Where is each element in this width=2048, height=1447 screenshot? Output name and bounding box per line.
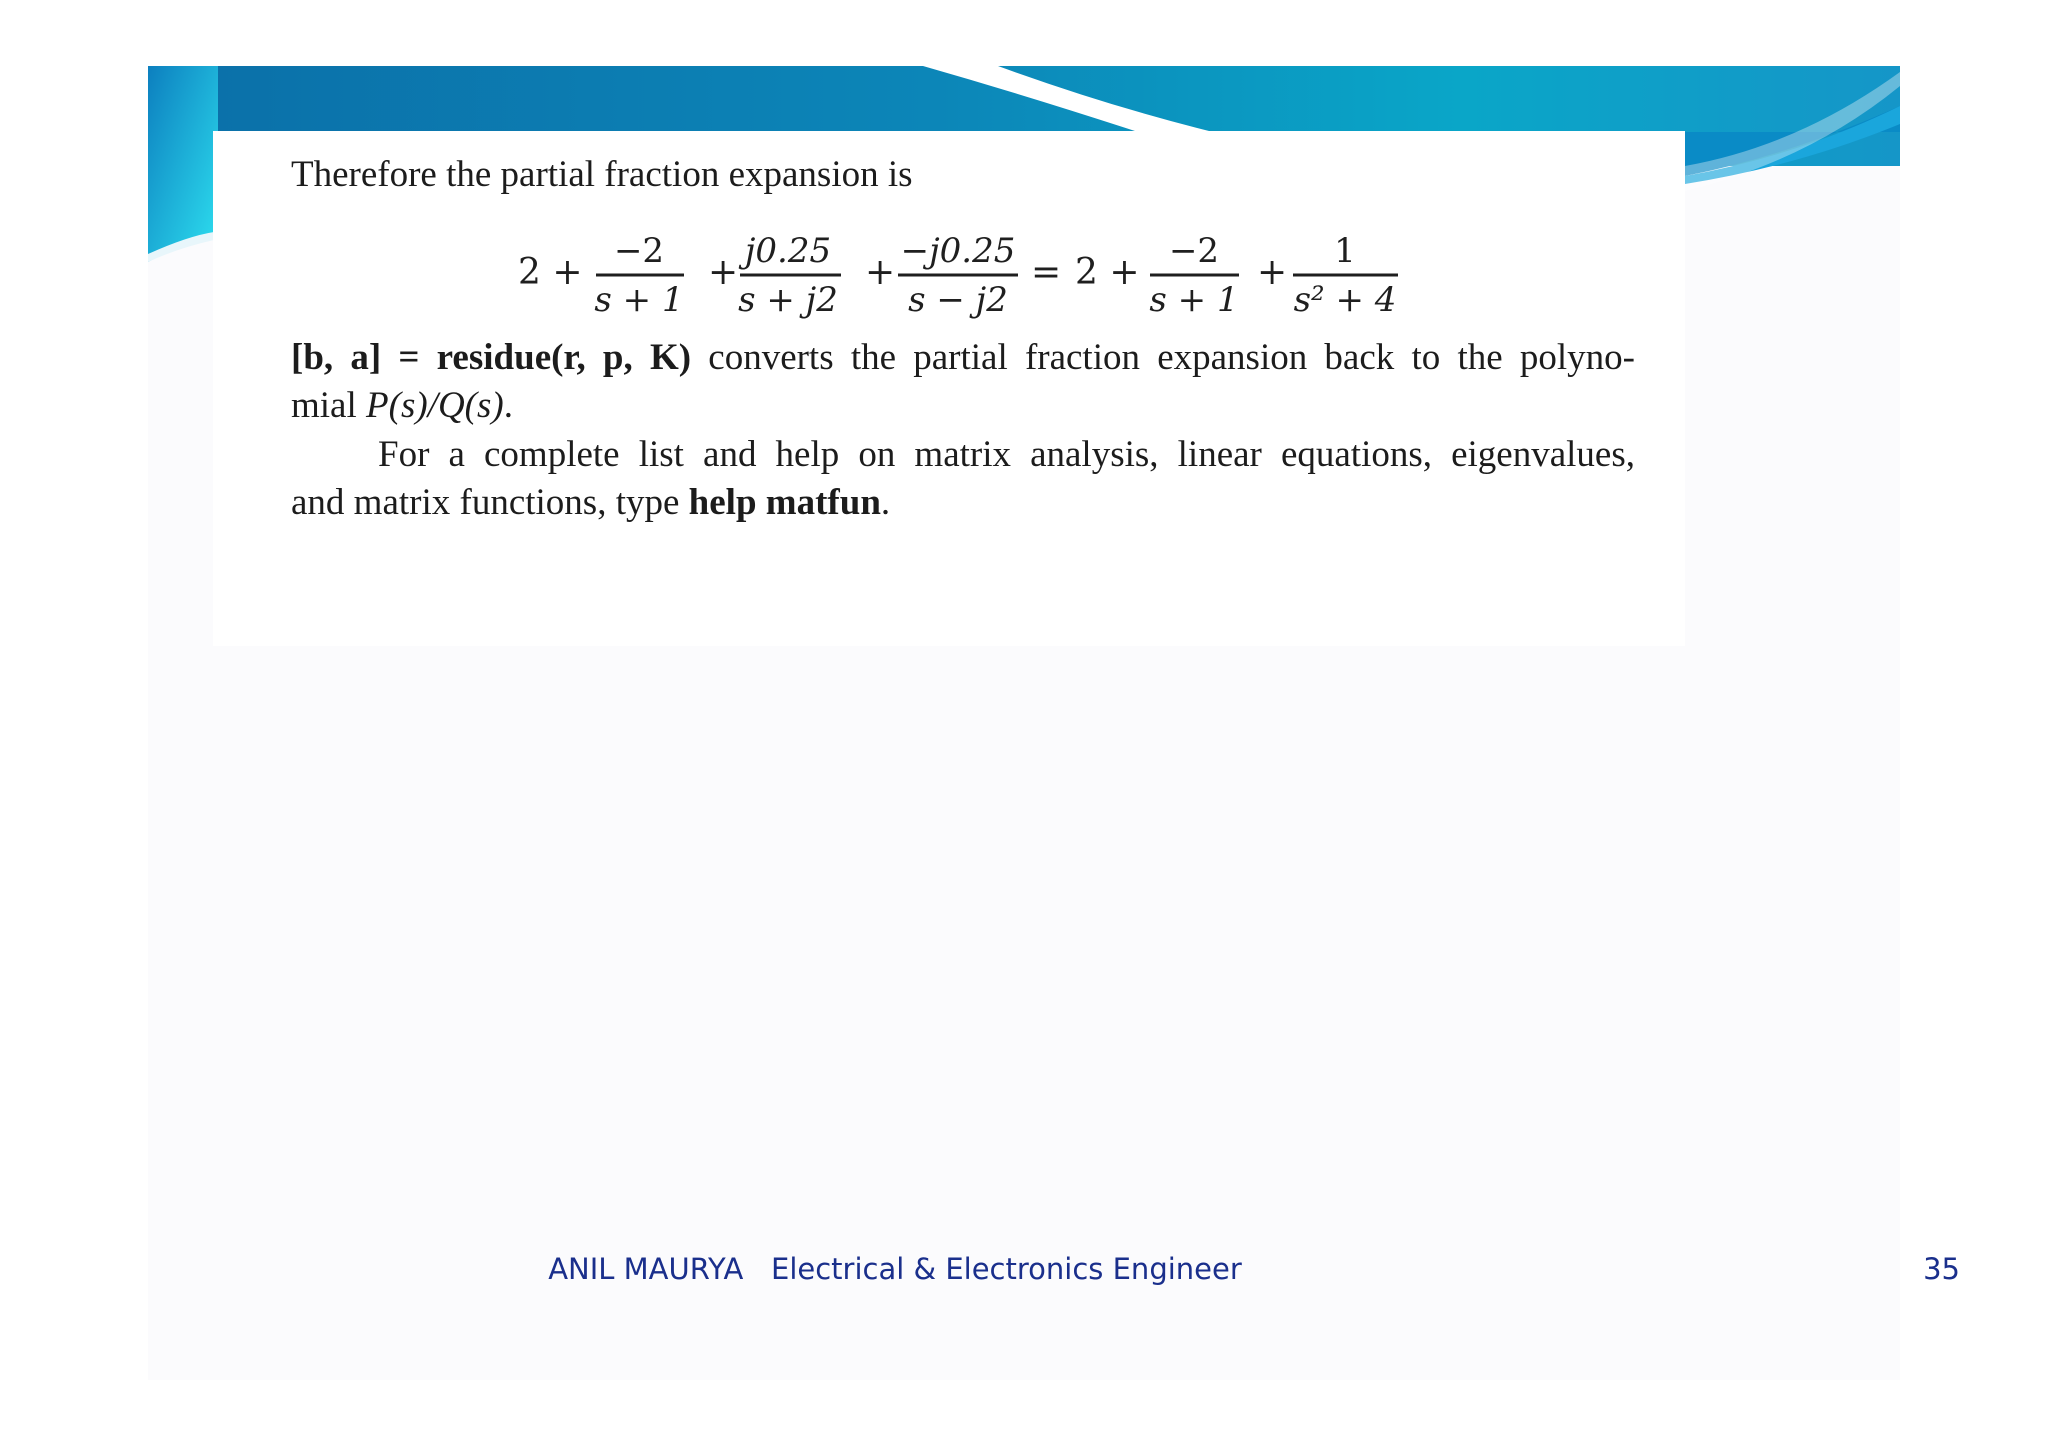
eq-equals: = — [1031, 252, 1062, 293]
eq-plus-3: + — [1257, 252, 1288, 293]
help-line2-end: . — [880, 482, 891, 523]
slide — [148, 66, 1900, 1380]
residue-formula: P(s)/Q(s) — [366, 385, 504, 426]
residue-description-line2-end: . — [503, 385, 513, 426]
help-line2-start: and matrix functions, type — [291, 482, 689, 523]
residue-paragraph-line1 — [291, 334, 1635, 382]
partial-fraction-equation — [213, 214, 1685, 324]
frac2-numerator: j0.25 — [744, 231, 832, 271]
help-command: help matfun — [688, 482, 881, 523]
frac1-denominator: s + 1 — [594, 280, 684, 320]
help-paragraph-line2 — [291, 479, 1635, 527]
frac3-numerator: −j0.25 — [900, 231, 1016, 271]
residue-description-line1: converts the partial fraction expansion back to the polyno- — [691, 337, 1635, 378]
frac5-denominator: s² + 4 — [1293, 280, 1397, 320]
frac4-denominator: s + 1 — [1149, 280, 1239, 320]
intro-text: Therefore the partial fraction expansion is — [291, 154, 913, 195]
residue-description-line2-start: mial — [291, 385, 367, 426]
eq-lead-term: 2 + — [518, 252, 583, 293]
frac5-numerator: 1 — [1334, 231, 1356, 271]
footer-author: ANIL MAURYA Electrical & Electronics Engineer — [548, 1252, 1242, 1286]
frac2-denominator: s + j2 — [738, 280, 838, 320]
residue-command: [b, a] = residue(r, p, K) — [291, 337, 692, 378]
eq-equals-lead: 2 + — [1075, 252, 1140, 293]
help-paragraph-line1: For a complete list and help on matrix analysis, linear equations, eigenvalues, — [378, 434, 1635, 475]
residue-paragraph-line2 — [291, 382, 1635, 430]
eq-plus-1: + — [708, 252, 739, 293]
frac1-numerator: −2 — [613, 231, 665, 271]
eq-plus-2: + — [865, 252, 896, 293]
frac4-numerator: −2 — [1168, 231, 1220, 271]
frac3-denominator: s − j2 — [908, 280, 1008, 320]
content-box — [213, 131, 1685, 646]
page-number: 35 — [1923, 1252, 1960, 1286]
